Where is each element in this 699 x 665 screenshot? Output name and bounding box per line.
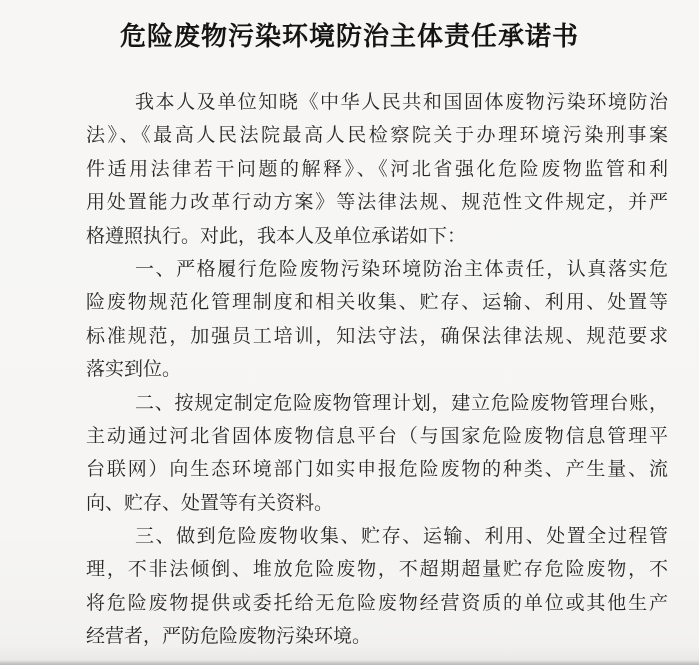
text-line: 用处置能力改革行动方案》等法律法规、规范性文件规定，并严: [86, 192, 668, 214]
text-line: 向、贮存、处置等有关资料。: [86, 492, 334, 514]
text-line: 台联网）向生态环境部门如实申报危险废物的种类、产生量、流: [86, 459, 668, 481]
paragraph-item-1: [86, 253, 668, 387]
paragraph-item-3: [86, 520, 668, 654]
text-line: 一、严格履行危险废物污染环境防治主体责任，认真落实危: [135, 258, 668, 280]
text-line: 法》、《最高人民法院最高人民检察院关于办理环境污染刑事案: [86, 125, 668, 147]
document-title: 危险废物污染环境防治主体责任承诺书: [119, 22, 579, 51]
text-line: 我本人及单位知晓《中华人民共和国固体废物污染环境防治: [135, 92, 668, 113]
text-line: 主动通过河北省固体废物信息平台（与国家危险废物信息管理平: [86, 425, 668, 447]
text-line: 经营者，严防危险废物污染环境。: [86, 626, 372, 648]
text-line: 险废物规范化管理制度和相关收集、贮存、运输、利用、处置等: [86, 292, 668, 314]
page-bottom-shadow: [0, 660, 699, 665]
text-line: 二、按规定制定危险废物管理计划，建立危险废物管理台账，: [135, 392, 668, 414]
text-line: 件适用法律若干问题的解释》、《河北省强化危险废物监管和利: [86, 158, 668, 180]
text-line: 格遵照执行。对此，我本人及单位承诺如下：: [86, 225, 467, 247]
document-body: [86, 86, 668, 654]
paragraph-item-2: [86, 387, 668, 521]
text-line: 理，不非法倾倒、堆放危险废物，不超期超量贮存危险废物，不: [86, 559, 668, 581]
text-line: 将危险废物提供或委托给无危险废物经营资质的单位或其他生产: [86, 592, 668, 614]
paragraph-intro: [86, 86, 668, 253]
text-line: 标准规范，加强员工培训，知法守法，确保法律法规、规范要求: [86, 325, 668, 347]
text-line: 三、做到危险废物收集、贮存、运输、利用、处置全过程管: [135, 526, 668, 548]
text-line: 落实到位。: [86, 359, 182, 381]
